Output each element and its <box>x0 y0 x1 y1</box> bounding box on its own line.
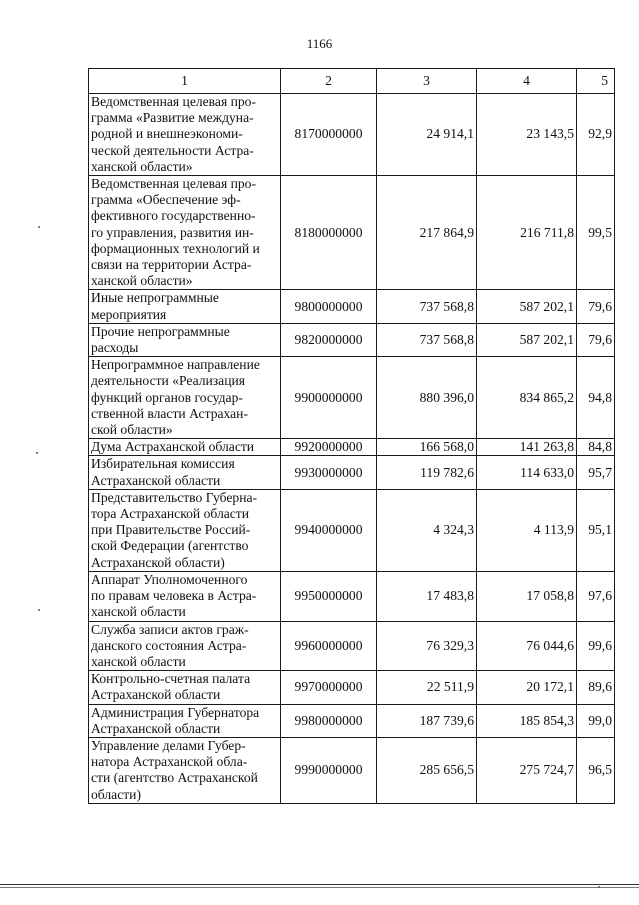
row-name-line: при Правительстве Россий- <box>91 522 251 538</box>
header-col-name: 1 <box>89 69 281 94</box>
table-body <box>89 94 615 804</box>
row-actual-amount: 141 263,8 <box>477 439 577 456</box>
row-name-line: Ведомственная целевая про- <box>91 94 257 109</box>
row-name-line: ственной власти Астрахан- <box>91 405 248 421</box>
header-col-percent: 5 <box>577 69 615 94</box>
row-name-line: Избирательная комиссия <box>91 456 235 472</box>
row-plan-amount: 737 568,8 <box>377 290 477 323</box>
row-name-line: Астраханской области <box>91 687 221 703</box>
row-plan-amount: 4 324,3 <box>377 489 477 571</box>
row-code: 9960000000 <box>281 621 377 671</box>
row-name-line: Дума Астраханской области <box>91 439 255 455</box>
table-row <box>89 323 615 356</box>
row-plan-amount: 24 914,1 <box>377 94 477 176</box>
row-name-line: Контрольно-счетная палата <box>91 671 251 687</box>
row-code: 9970000000 <box>281 671 377 704</box>
row-name-line: формационных технологий и <box>91 240 260 256</box>
row-plan-amount: 17 483,8 <box>377 571 477 621</box>
table-row <box>89 290 615 323</box>
table-row <box>89 176 615 290</box>
row-plan-amount: 285 656,5 <box>377 737 477 803</box>
row-name <box>89 176 281 290</box>
row-name-line: Администрация Губернатора <box>91 704 260 720</box>
row-code: 9920000000 <box>281 439 377 456</box>
row-name-line: Прочие непрограммные <box>91 323 230 339</box>
row-name <box>89 671 281 704</box>
row-actual-amount: 17 058,8 <box>477 571 577 621</box>
row-name-line: ханской области» <box>91 158 193 174</box>
row-code: 8180000000 <box>281 176 377 290</box>
row-name-line: мероприятия <box>91 306 167 322</box>
row-name <box>89 737 281 803</box>
row-name-line: грамма «Развитие междуна- <box>91 110 254 126</box>
row-percent: 84,8 <box>577 439 615 456</box>
row-name-line: расходы <box>91 340 139 356</box>
row-actual-amount: 76 044,6 <box>477 621 577 671</box>
row-name-line: Ведомственная целевая про- <box>91 176 257 192</box>
row-name-line: родной и внешнеэкономи- <box>91 126 243 142</box>
row-actual-amount: 185 854,3 <box>477 704 577 737</box>
header-col-plan: 3 <box>377 69 477 94</box>
table-row <box>89 456 615 489</box>
row-plan-amount: 76 329,3 <box>377 621 477 671</box>
table-row <box>89 94 615 176</box>
row-name-line: тора Астраханской области <box>91 506 250 522</box>
row-plan-amount: 166 568,0 <box>377 439 477 456</box>
scan-speck <box>36 452 38 454</box>
row-name-line: ческой деятельности Астра- <box>91 142 254 158</box>
row-name-line: Управление делами Губер- <box>91 737 246 753</box>
row-percent: 97,6 <box>577 571 615 621</box>
row-name-line: Астраханской области) <box>91 554 225 570</box>
row-code: 8170000000 <box>281 94 377 176</box>
row-code: 9800000000 <box>281 290 377 323</box>
row-code: 9900000000 <box>281 357 377 439</box>
row-actual-amount: 23 143,5 <box>477 94 577 176</box>
row-actual-amount: 587 202,1 <box>477 290 577 323</box>
scan-speck <box>38 609 40 611</box>
row-name <box>89 704 281 737</box>
row-code: 9980000000 <box>281 704 377 737</box>
row-name <box>89 456 281 489</box>
row-percent: 96,5 <box>577 737 615 803</box>
row-plan-amount: 119 782,6 <box>377 456 477 489</box>
row-actual-amount: 216 711,8 <box>477 176 577 290</box>
row-name <box>89 290 281 323</box>
row-actual-amount: 20 172,1 <box>477 671 577 704</box>
row-percent: 94,8 <box>577 357 615 439</box>
row-plan-amount: 737 568,8 <box>377 323 477 356</box>
row-name-line: натора Астраханской обла- <box>91 754 248 770</box>
row-name-line: Астраханской области <box>91 720 221 736</box>
row-name <box>89 621 281 671</box>
row-plan-amount: 880 396,0 <box>377 357 477 439</box>
row-name-line: Служба записи актов граж- <box>91 621 249 637</box>
page-bottom-rule <box>0 884 639 885</box>
row-actual-amount: 114 633,0 <box>477 456 577 489</box>
row-name-line: сти (агентство Астраханской <box>91 770 258 786</box>
budget-execution-table <box>88 68 615 804</box>
row-percent: 89,6 <box>577 671 615 704</box>
row-percent: 79,6 <box>577 323 615 356</box>
page-bottom-rule-secondary <box>0 887 639 888</box>
row-name-line: ханской области <box>91 653 186 669</box>
row-actual-amount: 4 113,9 <box>477 489 577 571</box>
header-col-code: 2 <box>281 69 377 94</box>
row-name-line: по правам человека в Астра- <box>91 588 257 604</box>
row-percent: 99,6 <box>577 621 615 671</box>
row-percent: 79,6 <box>577 290 615 323</box>
table-row <box>89 489 615 571</box>
row-name-line: области) <box>91 786 141 802</box>
row-name-line: ханской области <box>91 604 186 620</box>
row-percent: 99,0 <box>577 704 615 737</box>
row-name-line: го управления, развития ин- <box>91 224 254 240</box>
row-percent: 99,5 <box>577 176 615 290</box>
row-name-line: Аппарат Уполномоченного <box>91 571 248 587</box>
row-name-line: Непрограммное направление <box>91 357 260 373</box>
row-name-line: Иные непрограммные <box>91 290 219 306</box>
table-row <box>89 357 615 439</box>
row-actual-amount: 834 865,2 <box>477 357 577 439</box>
row-name-line: функций органов государ- <box>91 389 243 405</box>
row-name <box>89 357 281 439</box>
row-name-line: Представительство Губерна- <box>91 489 258 505</box>
row-plan-amount: 22 511,9 <box>377 671 477 704</box>
table-row <box>89 737 615 803</box>
row-name <box>89 571 281 621</box>
row-name <box>89 94 281 176</box>
header-col-actual: 4 <box>477 69 577 94</box>
row-code: 9940000000 <box>281 489 377 571</box>
row-name-line: грамма «Обеспечение эф- <box>91 192 241 208</box>
table-header-row <box>89 69 615 94</box>
page-number: 1166 <box>306 36 333 51</box>
row-actual-amount: 275 724,7 <box>477 737 577 803</box>
row-percent: 95,7 <box>577 456 615 489</box>
row-name <box>89 323 281 356</box>
row-percent: 92,9 <box>577 94 615 176</box>
row-name-line: ханской области» <box>91 273 193 289</box>
row-plan-amount: 187 739,6 <box>377 704 477 737</box>
row-code: 9930000000 <box>281 456 377 489</box>
row-name-line: данского состояния Астра- <box>91 637 247 653</box>
table-row <box>89 621 615 671</box>
table-row <box>89 439 615 456</box>
row-name-line: ской области» <box>91 422 173 438</box>
row-code: 9950000000 <box>281 571 377 621</box>
row-name-line: деятельности «Реализация <box>91 373 246 389</box>
row-code: 9820000000 <box>281 323 377 356</box>
row-name-line: ской Федерации (агентство <box>91 538 249 554</box>
row-percent: 95,1 <box>577 489 615 571</box>
row-name-line: фективного государственно- <box>91 208 256 224</box>
row-name-line: Астраханской области <box>91 472 221 488</box>
row-actual-amount: 587 202,1 <box>477 323 577 356</box>
scan-speck <box>598 886 600 888</box>
row-name <box>89 439 281 456</box>
scan-speck <box>38 226 40 228</box>
table-row <box>89 671 615 704</box>
row-name-line: связи на территории Астра- <box>91 257 252 273</box>
row-plan-amount: 217 864,9 <box>377 176 477 290</box>
table-row <box>89 571 615 621</box>
row-name <box>89 489 281 571</box>
row-code: 9990000000 <box>281 737 377 803</box>
table-row <box>89 704 615 737</box>
